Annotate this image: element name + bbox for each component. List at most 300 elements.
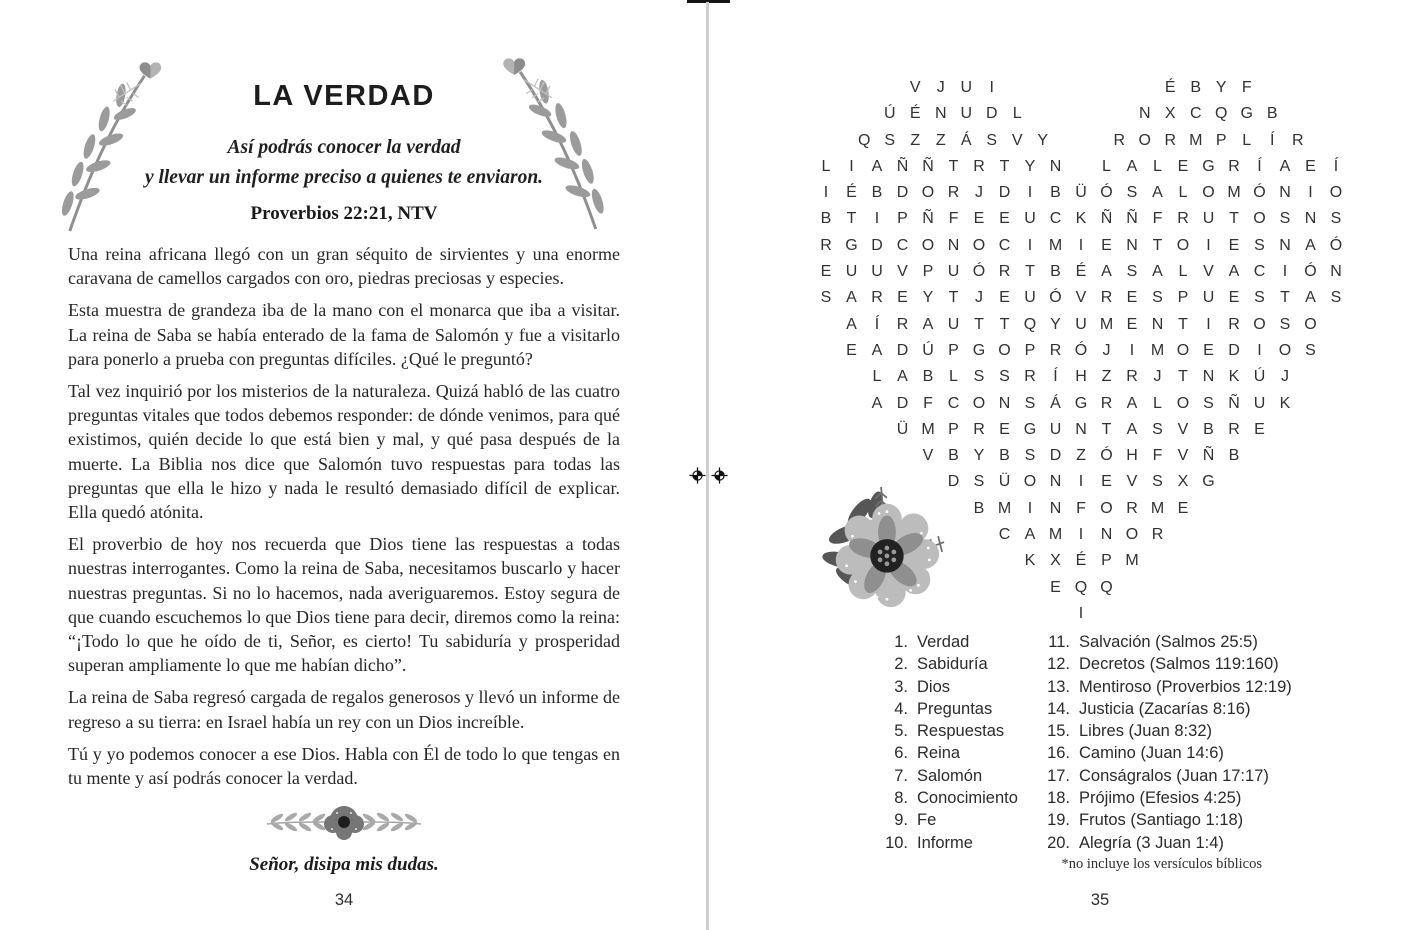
puzzle-empty-cell xyxy=(1030,75,1056,101)
puzzle-letter-cell: É xyxy=(1075,552,1087,570)
puzzle-letter-cell: G xyxy=(1202,157,1215,175)
puzzle-letter-cell: S xyxy=(1024,447,1036,465)
puzzle-letter-cell: I xyxy=(874,210,880,228)
puzzle-letter-cell: I xyxy=(989,79,994,96)
paragraph: El proverbio de hoy nos recuerda que Dios tiene las respuestas a todas nuestras interrogantes. Como la reina de Saba, necesitamos buscarlo y hacer nuestras preguntas. Si no lo hacemos, nada averiguaremos. Estoy segura de que cuando escuchemos lo que Dios tiene para decir, diremos como la reina: “¡Todo lo que he oído de ti, Señor, es cierto! Tu sabiduría y prosperidad superan ampliamente lo que me habían dicho”. xyxy=(68,534,620,676)
puzzle-letter-cell: I xyxy=(1206,236,1211,254)
puzzle-letter-cell: C xyxy=(896,236,909,254)
puzzle-letter-cell: X xyxy=(1164,105,1176,123)
puzzle-letter-cell: I xyxy=(1282,263,1288,281)
word-list-number: 13. xyxy=(1047,677,1070,696)
puzzle-letter-cell: G xyxy=(1023,420,1037,438)
puzzle-letter-cell: C xyxy=(1049,210,1062,228)
puzzle-letter-cell: U xyxy=(845,263,858,281)
puzzle-empty-cell xyxy=(1107,101,1133,127)
puzzle-letter-cell: L xyxy=(1153,157,1162,175)
puzzle-letter-cell: E xyxy=(1203,341,1214,359)
puzzle-letter-cell: N xyxy=(1049,473,1062,491)
puzzle-empty-cell xyxy=(1005,75,1031,101)
puzzle-letter-cell: T xyxy=(1178,368,1188,386)
word-list-label: Dios xyxy=(917,677,951,696)
puzzle-letter-cell: Í xyxy=(1333,157,1339,175)
page-number-right: 35 xyxy=(1090,891,1110,909)
puzzle-letter-cell: R xyxy=(1164,131,1177,149)
bible-verse xyxy=(68,133,620,192)
puzzle-letter-cell: A xyxy=(846,289,857,307)
registration-mark-icon xyxy=(711,467,728,484)
puzzle-letter-cell: R xyxy=(973,420,985,438)
puzzle-letter-cell: N xyxy=(1330,263,1342,281)
puzzle-letter-cell: K xyxy=(1228,368,1240,386)
puzzle-letter-cell: O xyxy=(1253,210,1266,228)
word-list-number: 19. xyxy=(1047,811,1070,830)
puzzle-letter-cell: O xyxy=(1100,499,1113,517)
word-list-label: Mentiroso (Proverbios 12:19) xyxy=(1079,677,1292,696)
puzzle-letter-cell: C xyxy=(1253,263,1266,281)
puzzle-letter-cell: E xyxy=(1254,420,1265,438)
puzzle-row xyxy=(812,154,1350,180)
puzzle-empty-cell xyxy=(1068,154,1094,180)
puzzle-letter-cell: B xyxy=(1050,263,1061,281)
puzzle-letter-cell: B xyxy=(1190,79,1202,96)
word-list-number: 12. xyxy=(1047,655,1070,674)
puzzle-empty-cell xyxy=(1081,101,1107,127)
puzzle-letter-cell: R xyxy=(1024,368,1036,386)
puzzle-letter-cell: H xyxy=(1126,447,1138,465)
puzzle-letter-cell: T xyxy=(948,289,959,307)
puzzle-letter-cell: E xyxy=(1228,289,1240,307)
word-list-item xyxy=(1040,653,1292,675)
word-list-label: Libres (Juan 8:32) xyxy=(1079,722,1212,741)
puzzle-letter-cell: I xyxy=(823,184,829,202)
word-list-label: Justicia (Zacarías 8:16) xyxy=(1079,699,1251,718)
word-list-item xyxy=(1040,765,1292,787)
puzzle-letter-cell: O xyxy=(921,236,935,254)
puzzle-letter-cell: Ñ xyxy=(1202,447,1215,465)
puzzle-row xyxy=(812,233,1350,259)
puzzle-letter-cell: I xyxy=(849,157,854,175)
puzzle-letter-cell: É xyxy=(1164,79,1176,96)
puzzle-letter-cell: J xyxy=(1102,341,1111,359)
word-list-number: 16. xyxy=(1047,744,1070,763)
puzzle-letter-cell: U xyxy=(1075,315,1087,333)
puzzle-letter-cell: V xyxy=(1177,447,1189,465)
puzzle-letter-cell: Z xyxy=(1101,368,1112,386)
puzzle-letter-cell: E xyxy=(846,341,857,359)
word-list xyxy=(878,631,1292,854)
puzzle-empty-cell xyxy=(1107,75,1133,101)
puzzle-empty-cell xyxy=(1132,75,1158,101)
puzzle-letter-cell: R xyxy=(1100,394,1113,412)
puzzle-letter-cell: U xyxy=(1024,289,1036,307)
puzzle-empty-cell xyxy=(1081,128,1107,154)
puzzle-letter-cell: N xyxy=(1151,315,1164,333)
puzzle-letter-cell: O xyxy=(1304,315,1317,333)
puzzle-letter-cell: P xyxy=(897,210,908,228)
puzzle-row xyxy=(812,285,1350,311)
word-list-number: 4. xyxy=(894,699,908,718)
word-list-number: 6. xyxy=(894,744,908,763)
puzzle-letter-cell: E xyxy=(999,289,1010,307)
puzzle-letter-cell: R xyxy=(1151,526,1164,544)
puzzle-letter-cell: O xyxy=(1329,184,1343,202)
puzzle-letter-cell: G xyxy=(845,236,858,254)
puzzle-letter-cell: Q xyxy=(1023,315,1037,333)
puzzle-letter-cell: V xyxy=(1177,420,1189,438)
word-list-item xyxy=(1040,698,1292,720)
puzzle-letter-cell: R xyxy=(947,184,960,202)
puzzle-letter-cell: Ú xyxy=(1253,368,1266,386)
puzzle-empty-cell xyxy=(1056,128,1082,154)
puzzle-letter-cell: Y xyxy=(1037,131,1049,149)
puzzle-letter-cell: O xyxy=(1278,341,1292,359)
puzzle-letter-cell: A xyxy=(922,315,934,333)
puzzle-letter-cell: J xyxy=(1281,368,1289,386)
puzzle-letter-cell: D xyxy=(871,236,883,254)
puzzle-letter-cell: B xyxy=(948,447,959,465)
word-list-item xyxy=(1040,631,1292,653)
puzzle-letter-cell: U xyxy=(947,263,960,281)
puzzle-letter-cell: A xyxy=(871,394,883,412)
puzzle-letter-cell: N xyxy=(1279,236,1291,254)
puzzle-letter-cell: I xyxy=(1027,236,1033,254)
puzzle-letter-cell: N xyxy=(1100,526,1113,544)
puzzle-letter-cell: T xyxy=(974,315,984,333)
puzzle-letter-cell: Ñ xyxy=(1100,210,1113,228)
word-list-label: Fe xyxy=(917,811,937,830)
puzzle-letter-cell: É xyxy=(909,105,921,123)
puzzle-letter-cell: S xyxy=(884,131,896,149)
puzzle-letter-cell: C xyxy=(947,394,960,412)
puzzle-letter-cell: A xyxy=(1152,184,1163,202)
puzzle-letter-cell: R xyxy=(896,315,909,333)
puzzle-letter-cell: E xyxy=(1228,236,1240,254)
puzzle-letter-cell: Ó xyxy=(1304,263,1317,281)
puzzle-letter-cell: O xyxy=(1023,473,1037,491)
puzzle-row xyxy=(812,312,1350,338)
word-list-item xyxy=(1040,676,1292,698)
puzzle-letter-cell: D xyxy=(998,184,1011,202)
page-number-left: 34 xyxy=(334,891,354,909)
word-list-item xyxy=(878,653,1040,675)
puzzle-letter-cell: G xyxy=(1240,105,1253,123)
word-list-label: Frutos (Santiago 1:18) xyxy=(1079,811,1244,830)
verse-line: Así podrás conocer la verdad xyxy=(227,137,461,158)
word-list-number: 2. xyxy=(894,655,908,674)
word-list-item xyxy=(1040,809,1292,831)
puzzle-letter-cell: V xyxy=(1126,473,1138,491)
puzzle-letter-cell: R xyxy=(871,289,883,307)
puzzle-letter-cell: I xyxy=(1308,184,1313,202)
puzzle-letter-cell: N xyxy=(1049,157,1062,175)
puzzle-letter-cell: I xyxy=(1078,526,1084,544)
puzzle-letter-cell: N xyxy=(1075,420,1087,438)
puzzle-letter-cell: Z xyxy=(1076,447,1086,465)
puzzle-letter-cell: A xyxy=(897,368,908,386)
word-list-item xyxy=(878,832,1040,854)
puzzle-letter-cell: Ó xyxy=(1049,289,1062,307)
puzzle-letter-cell: F xyxy=(1152,447,1163,465)
puzzle-letter-cell: G xyxy=(1202,473,1215,491)
puzzle-letter-cell: R xyxy=(1126,368,1138,386)
paragraph: La reina de Saba regresó cargada de regalos generosos y llevó un informe de regreso a su tierra: en Israel había un rey con un Dios increíble. xyxy=(68,687,620,732)
puzzle-letter-cell: S xyxy=(1152,420,1163,438)
puzzle-letter-cell: N xyxy=(934,105,947,123)
puzzle-letter-cell: D xyxy=(985,105,998,123)
puzzle-letter-cell: J xyxy=(936,79,945,96)
puzzle-letter-cell: É xyxy=(846,184,857,202)
puzzle-letter-cell: I xyxy=(1206,315,1211,333)
word-list-number: 10. xyxy=(885,833,908,852)
puzzle-letter-cell: O xyxy=(1176,341,1190,359)
puzzle-letter-cell: G xyxy=(1074,394,1088,412)
puzzle-row xyxy=(812,443,1350,469)
puzzle-letter-cell: M xyxy=(1048,236,1063,254)
flower-illustration-icon xyxy=(820,478,948,620)
puzzle-letter-cell: U xyxy=(960,79,973,96)
word-list-number: 7. xyxy=(894,766,908,785)
word-list-item xyxy=(878,720,1040,742)
puzzle-letter-cell: N xyxy=(1126,236,1138,254)
puzzle-letter-cell: A xyxy=(846,315,857,333)
puzzle-letter-cell: O xyxy=(972,394,986,412)
puzzle-empty-cell xyxy=(1081,75,1107,101)
puzzle-letter-cell: M xyxy=(1189,131,1203,149)
puzzle-letter-cell: K xyxy=(1279,394,1291,412)
puzzle-letter-cell: B xyxy=(820,210,832,228)
verse-line: y llevar un informe preciso a quienes te enviaron. xyxy=(144,166,544,188)
puzzle-letter-cell: T xyxy=(999,315,1010,333)
puzzle-letter-cell: M xyxy=(1048,526,1063,544)
puzzle-letter-cell: N xyxy=(1304,210,1317,228)
puzzle-letter-cell: R xyxy=(1126,499,1138,517)
puzzle-letter-cell: S xyxy=(973,368,985,386)
puzzle-letter-cell: M xyxy=(1150,341,1165,359)
puzzle-letter-cell: Á xyxy=(960,131,972,149)
puzzle-letter-cell: E xyxy=(1126,315,1138,333)
puzzle-letter-cell: Z xyxy=(935,131,946,149)
puzzle-letter-cell: F xyxy=(948,210,959,228)
puzzle-letter-cell: Y xyxy=(922,289,934,307)
word-list-number: 17. xyxy=(1047,766,1070,785)
puzzle-letter-cell: S xyxy=(1024,394,1036,412)
puzzle-empty-cell xyxy=(1030,101,1056,127)
puzzle-letter-cell: X xyxy=(1177,473,1189,491)
puzzle-letter-cell: M xyxy=(1150,499,1165,517)
puzzle-letter-cell: L xyxy=(1012,105,1022,123)
puzzle-letter-cell: Ó xyxy=(972,263,986,281)
puzzle-letter-cell: Q xyxy=(1074,578,1088,596)
spine-divider xyxy=(706,2,709,930)
puzzle-letter-cell: V xyxy=(1011,131,1023,149)
puzzle-letter-cell: U xyxy=(1049,420,1062,438)
word-list-label: Decretos (Salmos 119:160) xyxy=(1079,655,1279,674)
word-list-column-2 xyxy=(1040,631,1292,854)
puzzle-letter-cell: Z xyxy=(910,131,921,149)
word-list-item xyxy=(1040,832,1292,854)
puzzle-letter-cell: Í xyxy=(1270,131,1275,149)
puzzle-letter-cell: S xyxy=(973,473,985,491)
word-list-item xyxy=(878,698,1040,720)
word-list-number: 9. xyxy=(894,811,908,830)
word-list-number: 8. xyxy=(894,789,908,808)
puzzle-row xyxy=(812,75,1350,101)
word-list-item xyxy=(878,787,1040,809)
puzzle-letter-cell: R xyxy=(1291,131,1304,149)
puzzle-letter-cell: N xyxy=(947,236,960,254)
puzzle-letter-cell: N xyxy=(1049,499,1062,517)
puzzle-letter-cell: S xyxy=(820,289,832,307)
puzzle-letter-cell: Ñ xyxy=(1126,210,1138,228)
puzzle-letter-cell: G xyxy=(972,341,986,359)
puzzle-letter-cell: O xyxy=(1138,131,1151,149)
puzzle-letter-cell: A xyxy=(1152,263,1163,281)
puzzle-letter-cell: R xyxy=(820,236,832,254)
puzzle-letter-cell: Ó xyxy=(1253,184,1266,202)
puzzle-letter-cell: D xyxy=(1228,341,1240,359)
puzzle-letter-cell: T xyxy=(846,210,857,228)
puzzle-row xyxy=(812,180,1350,206)
devotional-page xyxy=(68,50,620,876)
puzzle-letter-cell: L xyxy=(1153,394,1162,412)
puzzle-letter-cell: N xyxy=(1279,184,1291,202)
word-list-label: Preguntas xyxy=(917,699,993,718)
word-list-label: Prójimo (Efesios 4:25) xyxy=(1079,789,1242,808)
puzzle-letter-cell: F xyxy=(1152,210,1163,228)
puzzle-letter-cell: U xyxy=(960,105,973,123)
puzzle-letter-cell: Í xyxy=(1053,368,1058,386)
puzzle-letter-cell: Í xyxy=(874,315,880,333)
puzzle-letter-cell: O xyxy=(1253,315,1266,333)
puzzle-letter-cell: S xyxy=(986,131,998,149)
puzzle-letter-cell: J xyxy=(975,184,983,202)
word-list-label: Camino (Juan 14:6) xyxy=(1079,744,1224,763)
word-list-label: Informe xyxy=(917,833,973,852)
puzzle-letter-cell: I xyxy=(1129,341,1135,359)
puzzle-letter-cell: E xyxy=(999,210,1010,228)
puzzle-row xyxy=(812,391,1350,417)
puzzle-letter-cell: R xyxy=(1049,341,1062,359)
puzzle-empty-cell xyxy=(1056,101,1082,127)
puzzle-letter-cell: S xyxy=(1279,315,1291,333)
puzzle-letter-cell: D xyxy=(896,394,909,412)
puzzle-letter-cell: U xyxy=(1253,394,1266,412)
puzzle-letter-cell: S xyxy=(999,368,1010,386)
word-list-number: 14. xyxy=(1047,699,1070,718)
puzzle-letter-cell: A xyxy=(1305,236,1316,254)
puzzle-letter-cell: R xyxy=(998,263,1011,281)
registration-mark-icon xyxy=(689,467,706,484)
prayer-line: Señor, disipa mis dudas. xyxy=(249,854,439,876)
word-list-label: Reina xyxy=(917,744,961,763)
puzzle-letter-cell: I xyxy=(1078,604,1084,622)
word-list-number: 1. xyxy=(894,633,908,651)
puzzle-letter-cell: R xyxy=(1100,289,1113,307)
puzzle-letter-cell: A xyxy=(1126,420,1138,438)
puzzle-letter-cell: C xyxy=(998,236,1011,254)
puzzle-letter-cell: L xyxy=(949,368,958,386)
puzzle-letter-cell: N xyxy=(998,394,1011,412)
puzzle-letter-cell: P xyxy=(1215,131,1227,149)
puzzle-letter-cell: Y xyxy=(1050,315,1061,333)
puzzle-letter-cell: R xyxy=(1228,157,1240,175)
puzzle-letter-cell: T xyxy=(948,157,959,175)
puzzle-letter-cell: E xyxy=(1050,578,1061,596)
puzzle-letter-cell: I xyxy=(1027,184,1033,202)
puzzle-letter-cell: A xyxy=(1101,263,1112,281)
puzzle-letter-cell: Á xyxy=(1050,394,1061,412)
puzzle-letter-cell: J xyxy=(975,289,983,307)
puzzle-letter-cell: E xyxy=(897,289,908,307)
puzzle-letter-cell: D xyxy=(896,184,909,202)
verse-reference: Proverbios 22:21, NTV xyxy=(250,203,438,224)
word-list-label: Sabiduría xyxy=(917,655,988,674)
puzzle-letter-cell: I xyxy=(1257,341,1262,359)
puzzle-letter-cell: L xyxy=(1178,184,1188,202)
puzzle-letter-cell: B xyxy=(1203,420,1214,438)
puzzle-letter-cell: F xyxy=(1076,499,1086,517)
puzzle-letter-cell: R xyxy=(1113,131,1126,149)
puzzle-letter-cell: V xyxy=(922,447,934,465)
puzzle-letter-cell: M xyxy=(1125,552,1139,570)
puzzle-letter-cell: A xyxy=(1305,289,1316,307)
word-list-label: Verdad xyxy=(917,633,970,651)
puzzle-letter-cell: M xyxy=(997,499,1012,517)
puzzle-letter-cell: U xyxy=(1202,210,1215,228)
word-list-label: Respuestas xyxy=(917,722,1005,741)
puzzle-letter-cell: P xyxy=(922,263,934,281)
puzzle-letter-cell: U xyxy=(1024,210,1036,228)
puzzle-letter-cell: Í xyxy=(1257,157,1262,175)
puzzle-letter-cell: S xyxy=(1305,341,1316,359)
word-list-item xyxy=(1040,720,1292,742)
word-list-item xyxy=(1040,787,1292,809)
puzzle-letter-cell: R xyxy=(973,157,985,175)
puzzle-letter-cell: E xyxy=(1305,157,1316,175)
puzzle-letter-cell: K xyxy=(1075,210,1087,228)
puzzle-letter-cell: O xyxy=(1176,394,1190,412)
puzzle-letter-cell: R xyxy=(1228,315,1240,333)
word-list-item xyxy=(878,742,1040,764)
puzzle-empty-cell xyxy=(1056,75,1082,101)
puzzle-letter-cell: S xyxy=(1152,473,1163,491)
puzzle-letter-cell: Y xyxy=(973,447,985,465)
puzzle-letter-cell: I xyxy=(1027,499,1033,517)
puzzle-letter-cell: X xyxy=(1050,552,1061,570)
word-list-label: Conocimiento xyxy=(917,789,1018,808)
flower-divider-icon xyxy=(249,798,439,846)
puzzle-letter-cell: Y xyxy=(1024,157,1036,175)
puzzle-letter-cell: O xyxy=(972,236,986,254)
puzzle-letter-cell: D xyxy=(947,473,960,491)
paragraph: Tal vez inquirió por los misterios de la naturaleza. Quizá habló de las cuatro preguntas vitales que todos debemos responder: de dónde venimos, para qué existimos, quién decide lo que está bien y mal, y qué pasa después de la muerte. La Biblia nos dice que Salomón tuvo respuestas para todas las preguntas que ella le hizo y nada le resultó demasiado difícil de explicar. Ella quedó atónita. xyxy=(68,381,620,523)
puzzle-letter-cell: T xyxy=(1229,210,1239,228)
word-list-item xyxy=(1040,742,1292,764)
puzzle-letter-cell: A xyxy=(1228,263,1240,281)
word-list-label: Salomón xyxy=(917,766,983,785)
puzzle-letter-cell: V xyxy=(897,263,908,281)
puzzle-letter-cell: S xyxy=(1126,263,1138,281)
puzzle-letter-cell: F xyxy=(1241,79,1252,96)
puzzle-row xyxy=(812,101,1350,127)
puzzle-letter-cell: Q xyxy=(858,131,871,149)
footnote: *no incluye los versículos bíblicos xyxy=(1061,856,1262,872)
paragraph: Tú y yo podemos conocer a ese Dios. Habla con Él de todo lo que tengas en tu mente y así podrás conocer la verdad. xyxy=(68,743,620,789)
puzzle-letter-cell: É xyxy=(1075,263,1087,281)
puzzle-letter-cell: L xyxy=(821,157,831,175)
puzzle-letter-cell: P xyxy=(948,341,959,359)
word-list-item xyxy=(878,765,1040,787)
